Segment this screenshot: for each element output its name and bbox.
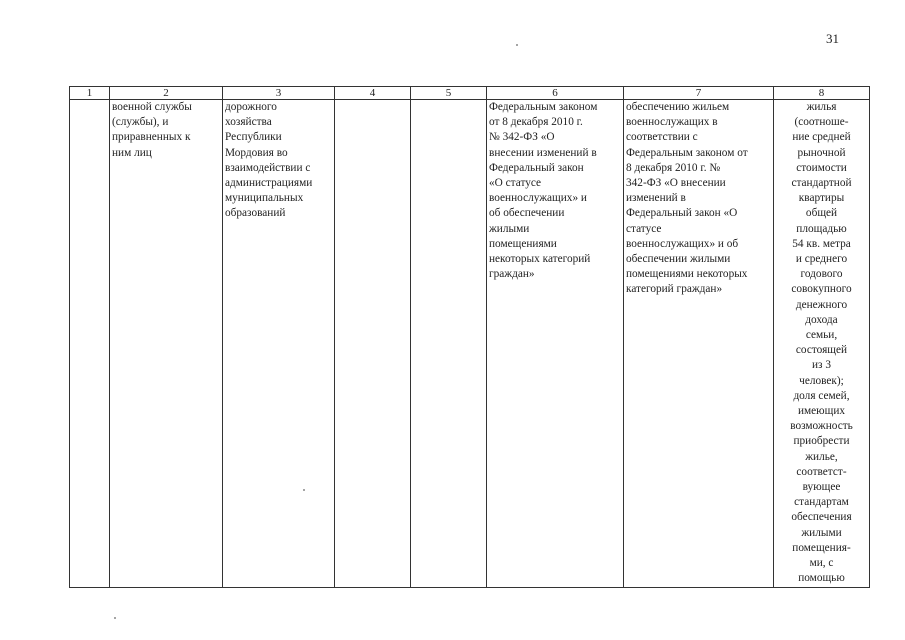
cell-col1 xyxy=(70,100,110,588)
cell-col5 xyxy=(411,100,487,588)
cell-col3: дорожного хозяйства Республики Мордовия во взаимодействии с администрациями муниципальных образований xyxy=(223,100,335,588)
column-header-2: 2 xyxy=(110,87,223,100)
scan-speck xyxy=(516,44,518,46)
cell-col4 xyxy=(335,100,411,588)
table-row xyxy=(70,100,870,588)
header-row xyxy=(70,87,870,100)
cell-col7: обеспечению жильем военнослужащих в соответствии с Федеральным законом от 8 декабря 2010 г. № 342-ФЗ «О внесении изменений в Федеральный закон «О статусе военнослужащих» и об обеспечении жилыми помещениями некоторых категорий граждан» xyxy=(624,100,774,588)
page-number: 31 xyxy=(826,31,839,46)
column-header-4: 4 xyxy=(335,87,411,100)
column-header-3: 3 xyxy=(223,87,335,100)
scan-speck xyxy=(114,617,116,619)
cell-col8: жилья (соотноше- ние средней рыночной стоимости стандартной квартиры общей площадью 54 кв. метра и среднего годового совокупного денежного дохода семьи, состоящей из 3 человек); доля семей, имеющих возможность приобрести жилье, соответст- вующее стандартам обеспечения жилыми помещения- ми, с помощью xyxy=(774,100,870,588)
column-header-8: 8 xyxy=(774,87,870,100)
column-header-1: 1 xyxy=(70,87,110,100)
cell-col2: военной службы (службы), и приравненных к ним лиц xyxy=(110,100,223,588)
cell-col6: Федеральным законом от 8 декабря 2010 г. № 342-ФЗ «О внесении изменений в Федеральный закон «О статусе военнослужащих» и об обеспечении жилыми помещениями некоторых категорий граждан» xyxy=(487,100,624,588)
column-header-6: 6 xyxy=(487,87,624,100)
data-table xyxy=(69,86,870,588)
column-header-5: 5 xyxy=(411,87,487,100)
scan-speck xyxy=(303,489,305,491)
column-header-7: 7 xyxy=(624,87,774,100)
